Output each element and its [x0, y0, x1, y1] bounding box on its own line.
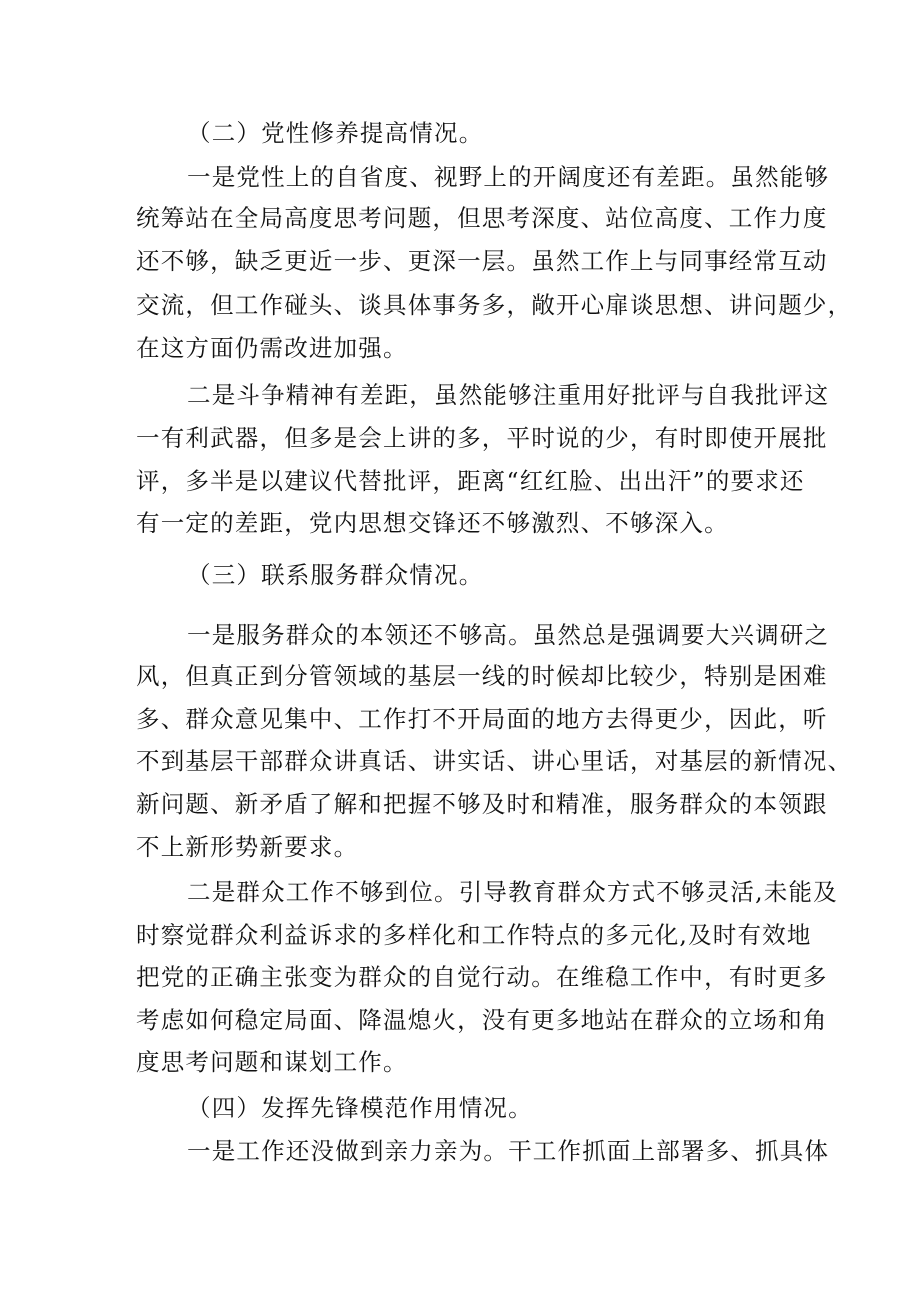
paragraph-line: 二是斗争精神有差距，虽然能够注重用好批评与自我批评这 [187, 381, 830, 409]
section-heading: （二）党性修养提高情况。 [187, 119, 484, 147]
paragraph-line: 统筹站在全局高度思考问题，但思考深度、站位高度、工作力度 [136, 204, 828, 232]
paragraph-line: 风，但真正到分管领域的基层一线的时候却比较少，特别是困难 [136, 662, 828, 690]
paragraph-line: 时察觉群众利益诉求的多样化和工作特点的多元化,及时有效地 [136, 921, 812, 949]
paragraph-line: 新问题、新矛盾了解和把握不够及时和精准，服务群众的本领跟 [136, 790, 828, 818]
section-heading: （三）联系服务群众情况。 [187, 561, 484, 589]
paragraph-line: 一是党性上的自省度、视野上的开阔度还有差距。虽然能够 [187, 163, 830, 191]
paragraph-line: 在这方面仍需改进加强。 [136, 334, 408, 362]
paragraph-line: 一是工作还没做到亲力亲为。干工作抓面上部署多、抓具体 [187, 1137, 830, 1165]
paragraph-line: 度思考问题和谋划工作。 [136, 1048, 408, 1076]
paragraph-line: 不到基层干部群众讲真话、讲实话、讲心里话，对基层的新情况、 [136, 747, 853, 775]
paragraph-line: 评，多半是以建议代替批评，距离“红红脸、出出汗”的要求还 [136, 467, 805, 495]
paragraph-line: 不上新形势新要求。 [136, 833, 359, 861]
paragraph-line: 有一定的差距，党内思想交锋还不够激烈、不够深入。 [136, 509, 729, 537]
paragraph-line: 一是服务群众的本领还不够高。虽然总是强调要大兴调研之 [187, 621, 830, 649]
paragraph-line: 把党的正确主张变为群众的自觉行动。在维稳工作中，有时更多 [136, 963, 828, 991]
paragraph-line: 交流，但工作碰头、谈具体事务多，敞开心扉谈思想、讲问题少， [136, 291, 853, 319]
paragraph-line: 考虑如何稳定局面、降温熄火，没有更多地站在群众的立场和角 [136, 1006, 828, 1034]
paragraph-line: 一有利武器，但多是会上讲的多，平时说的少，有时即使开展批 [136, 424, 828, 452]
paragraph-line: 多、群众意见集中、工作打不开局面的地方去得更少，因此，听 [136, 705, 828, 733]
section-heading: （四）发挥先锋模范作用情况。 [187, 1094, 533, 1122]
paragraph-line: 二是群众工作不够到位。引导教育群众方式不够灵活,未能及 [187, 878, 838, 906]
paragraph-line: 还不够，缺乏更近一步、更深一层。虽然工作上与同事经常互动 [136, 247, 828, 275]
